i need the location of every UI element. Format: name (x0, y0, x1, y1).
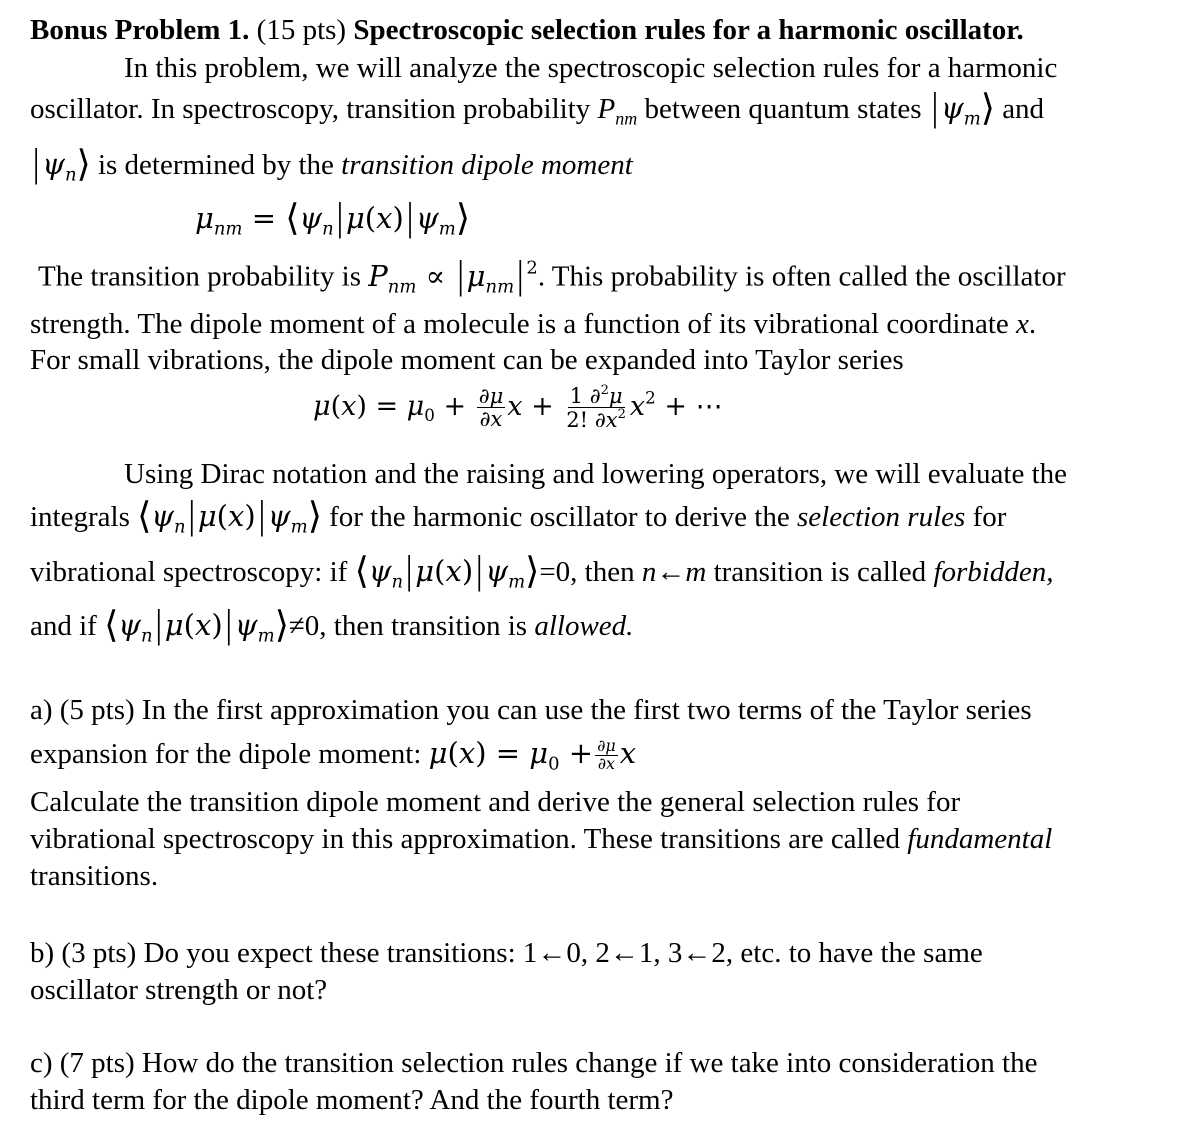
part-a-text: expansion for the dipole moment: (30, 738, 422, 770)
ket-psi-m: $|\psi_m⟩$ (928, 86, 995, 130)
intro-line-2 (30, 86, 1045, 130)
ket-psi-n: $|\psi_n⟩$ (30, 142, 91, 186)
problem-label: Bonus Problem 1. (30, 14, 250, 46)
intro-text: for the harmonic oscillator to derive the (329, 501, 790, 533)
intro-emphasis: allowed. (534, 610, 634, 642)
intro-line-7: For small vibrations, the dipole moment can be expanded into Taylor series (30, 344, 904, 376)
intro-text: and if (30, 610, 97, 642)
intro-text: transition is called (713, 556, 927, 588)
part-c-line-1: c) (7 pts) How do the transition selection rules change if we take into consideration the (30, 1047, 1038, 1079)
equation-dipole-linear: $\mu(x) = \mu_0$ + $\frac{\partial\mu}{\partial x}$ x (428, 735, 637, 775)
part-a-line-5: transitions. (30, 860, 159, 892)
intro-line-3 (30, 142, 633, 186)
intro-line-1: In this problem, we will analyze the spectroscopic selection rules for a harmonic (124, 52, 1058, 84)
intro-text: The transition probability is (38, 260, 361, 293)
bracket-integral: $⟨\psi_n|\mu(x)|\psi_m⟩$ (104, 603, 289, 647)
intro-text: =0, then (539, 556, 635, 588)
intro-text: strength. The dipole moment of a molecule is a function of its vibrational coordinate (30, 308, 1009, 340)
coordinate-var: x (1016, 308, 1029, 340)
math-expr: $P_{nm}$ (597, 93, 638, 129)
intro-text: is determined by the (97, 149, 334, 181)
intro-text: for (972, 501, 1007, 533)
intro-emphasis: selection rules (796, 501, 966, 533)
bracket-integral: $⟨\psi_n|\mu(x)|\psi_m⟩$ (354, 549, 540, 593)
part-c-line-2: third term for the dipole moment? And the fourth term? (30, 1084, 674, 1116)
intro-text: between quantum states (644, 93, 922, 125)
equation-transition-dipole: $\mu_{nm}$ = $⟨\psi_n|\mu(x)|\psi_m⟩$ (195, 196, 470, 240)
part-a-emphasis: fundamental (907, 823, 1053, 855)
intro-line-9: Using Dirac notation and the raising and lowering operators, we will evaluate the (124, 458, 1068, 490)
part-a-text: vibrational spectroscopy in this approximation. These transitions are called (30, 823, 901, 855)
intro-text: integrals (30, 501, 130, 533)
part-b-line-1: b) (3 pts) Do you expect these transitions: 1←0, 2←1, 3←2, etc. to have the same (30, 937, 983, 969)
intro-line-11 (30, 549, 1054, 593)
intro-text: and (1002, 93, 1045, 125)
intro-line-6: strength. The dipole moment of a molecule is a function of its vibrational coordinate x. (30, 308, 1037, 340)
part-a-line-4 (30, 823, 1052, 856)
intro-emphasis: forbidden, (933, 556, 1054, 588)
intro-text: oscillator. In spectroscopy, transition probability (30, 93, 591, 125)
part-a-line-1: a) (5 pts) In the first approximation you can use the first two terms of the Taylor series (30, 694, 1032, 726)
part-a-line-3: Calculate the transition dipole moment and derive the general selection rules for (30, 786, 961, 818)
equation-taylor-series: $\mu(x) = \mu_0$ + $\frac{\partial\mu}{\partial x}$ x + $\frac{1 \partial^2\mu}{2! \partial x^2}$ $x^2$ + ⋯ (313, 383, 723, 433)
intro-line-10 (30, 494, 1007, 538)
proportional-expr: $P_{nm} \propto |\mu_{nm}|^2$ (368, 253, 538, 297)
intro-emphasis: transition dipole moment (341, 149, 633, 181)
intro-line-5 (38, 253, 1066, 298)
transition-notation: n←m (641, 556, 707, 588)
intro-line-12 (30, 603, 634, 647)
problem-points: (15 pts) (256, 14, 347, 46)
part-b-line-2: oscillator strength or not? (30, 974, 328, 1006)
part-a-line-2 (30, 737, 636, 775)
intro-text: . This probability is often called the oscillator (537, 260, 1066, 293)
bracket-integral: $⟨\psi_n|\mu(x)|\psi_m⟩$ (137, 494, 322, 538)
problem-title: Spectroscopic selection rules for a harmonic oscillator. (353, 14, 1024, 46)
problem-header (30, 14, 1024, 47)
intro-text: vibrational spectroscopy: if (30, 556, 348, 588)
intro-text: ≠0, then transition is (288, 610, 528, 642)
